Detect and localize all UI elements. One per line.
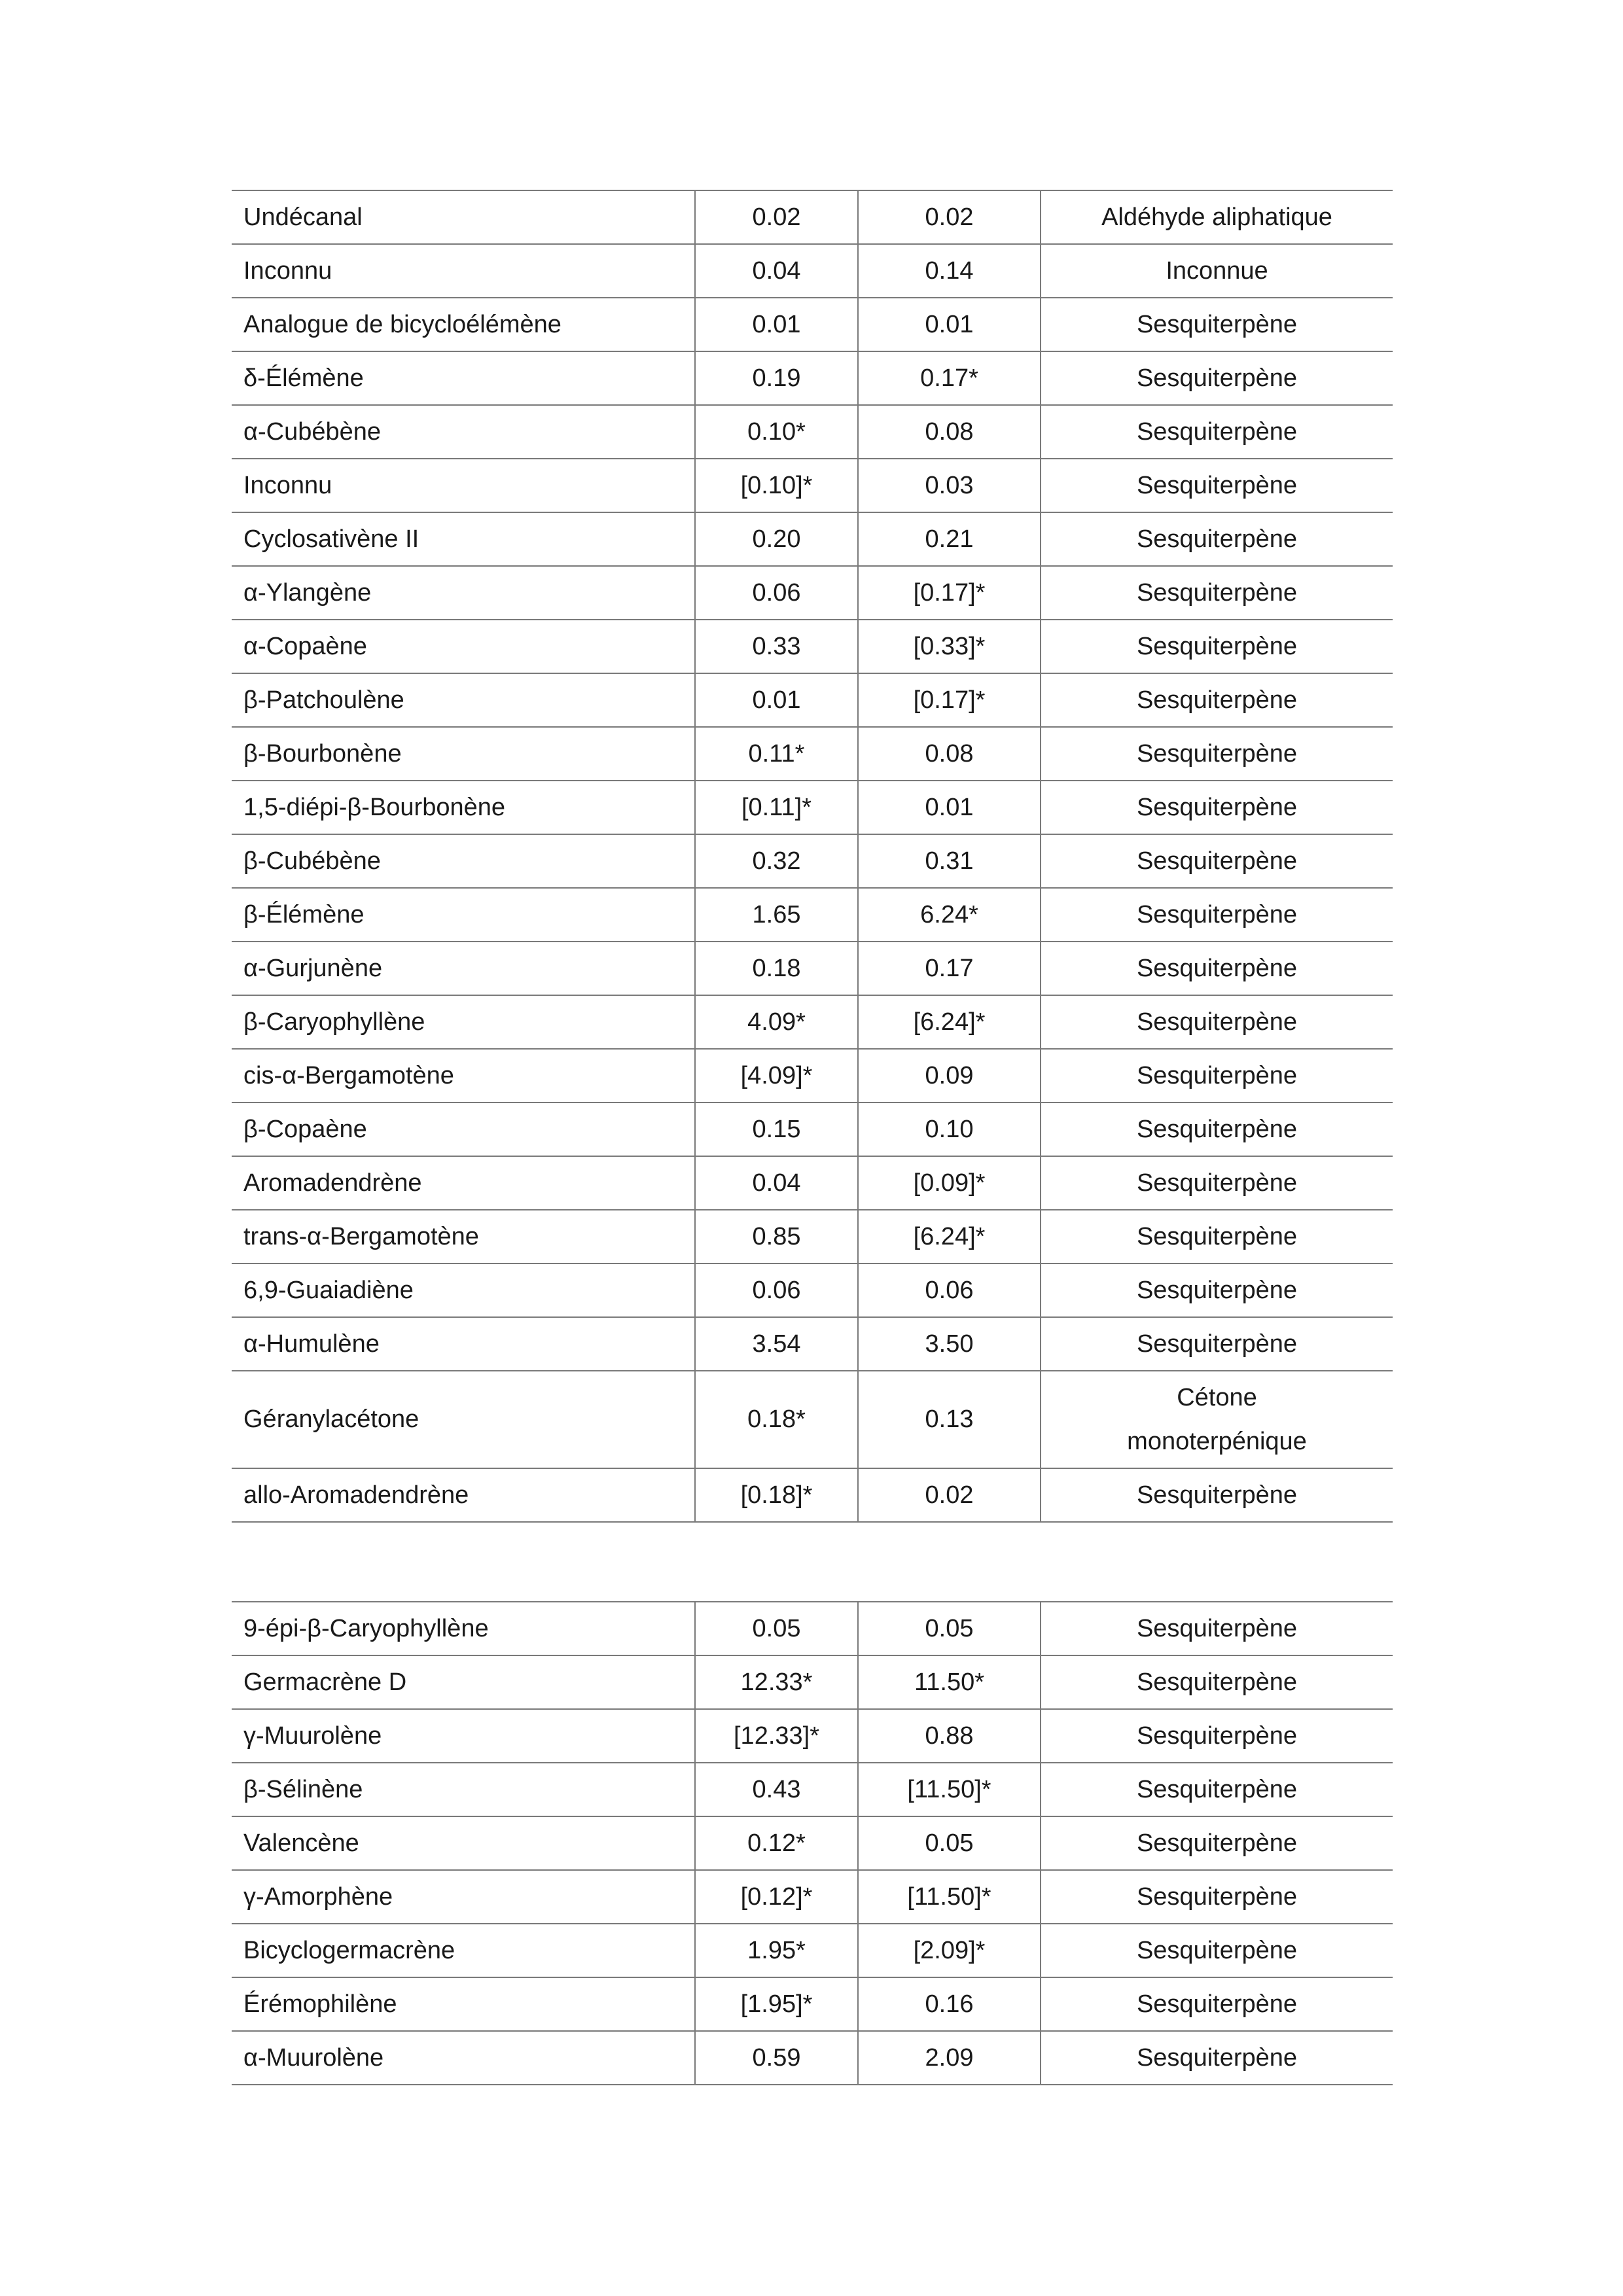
compound-class-cell xyxy=(1041,298,1393,351)
compound-class-cell xyxy=(1041,1602,1393,1655)
value-2-cell xyxy=(858,1870,1041,1924)
compound-name-text: Valencène xyxy=(243,1829,359,1857)
compound-class-text: Sesquiterpène xyxy=(1136,793,1298,821)
value-2-cell xyxy=(858,888,1041,942)
value-1-text: 0.59 xyxy=(752,2043,801,2072)
value-1-text: 0.06 xyxy=(752,578,801,607)
table-row xyxy=(232,1870,1393,1924)
table-row xyxy=(232,1371,1393,1468)
table-row xyxy=(232,1317,1393,1371)
value-1-text: 1.65 xyxy=(752,900,801,928)
compound-class-cell xyxy=(1041,1210,1393,1263)
value-2-text: [6.24]* xyxy=(913,1222,986,1250)
table-row xyxy=(232,298,1393,351)
compound-name-text: β-Patchoulène xyxy=(243,686,404,714)
value-2-text: 11.50* xyxy=(914,1668,985,1696)
compound-class-cell xyxy=(1041,727,1393,781)
compound-name-cell xyxy=(232,1816,695,1870)
value-2-text: 0.08 xyxy=(925,417,974,446)
compound-name-text: γ-Muurolène xyxy=(243,1722,382,1750)
value-2-text: 0.09 xyxy=(925,1061,974,1089)
compound-class-cell xyxy=(1041,2031,1393,2085)
value-1-cell xyxy=(695,1049,858,1103)
value-2-cell xyxy=(858,405,1041,459)
compound-name-cell xyxy=(232,727,695,781)
compound-class-cell xyxy=(1041,1655,1393,1709)
compound-name-text: cis-α-Bergamotène xyxy=(243,1061,454,1089)
compound-name-cell xyxy=(232,298,695,351)
compound-name-text: γ-Amorphène xyxy=(243,1882,393,1911)
compound-name-text: 6,9-Guaiadiène xyxy=(243,1276,414,1304)
compound-name-text: δ-Élémène xyxy=(243,364,364,392)
compound-name-text: 9-épi-β-Caryophyllène xyxy=(243,1614,489,1642)
compound-name-cell xyxy=(232,1655,695,1709)
value-2-cell xyxy=(858,1763,1041,1816)
value-2-cell xyxy=(858,620,1041,673)
compound-class-text: Sesquiterpène xyxy=(1136,364,1298,392)
compound-name-cell xyxy=(232,781,695,834)
value-2-text: 0.08 xyxy=(925,739,974,768)
compound-name-cell xyxy=(232,2031,695,2085)
value-1-cell xyxy=(695,298,858,351)
value-1-text: 3.54 xyxy=(752,1330,801,1358)
compound-name-text: α-Copaène xyxy=(243,632,367,660)
compound-class-text: Sesquiterpène xyxy=(1136,632,1298,660)
value-2-text: 0.10 xyxy=(925,1115,974,1143)
compound-class-cell xyxy=(1041,942,1393,995)
compound-name-cell xyxy=(232,244,695,298)
value-2-cell xyxy=(858,1602,1041,1655)
compound-class-text: Sesquiterpène xyxy=(1136,900,1298,928)
compound-class-text: Sesquiterpène xyxy=(1136,1990,1298,2018)
value-2-text: [6.24]* xyxy=(913,1008,986,1036)
compound-class-text: Sesquiterpène xyxy=(1136,686,1298,714)
value-1-text: 0.12* xyxy=(747,1829,806,1857)
value-2-cell xyxy=(858,2031,1041,2085)
value-2-cell xyxy=(858,1709,1041,1763)
value-1-text: 12.33* xyxy=(740,1668,813,1696)
compound-name-text: Bicyclogermacrène xyxy=(243,1936,455,1964)
value-1-cell xyxy=(695,1263,858,1317)
value-2-text: 6.24* xyxy=(920,900,978,928)
compound-class-text: Aldéhyde aliphatique xyxy=(1101,203,1332,231)
compound-name-text: 1,5-diépi-β-Bourbonène xyxy=(243,793,506,821)
compound-name-cell xyxy=(232,1210,695,1263)
compound-class-cell xyxy=(1041,1049,1393,1103)
value-1-text: 0.06 xyxy=(752,1276,801,1304)
value-2-text: [11.50]* xyxy=(907,1882,991,1911)
compound-name-cell xyxy=(232,459,695,512)
value-2-text: [2.09]* xyxy=(913,1936,986,1964)
value-1-text: 0.18 xyxy=(752,954,801,982)
compound-class-cell xyxy=(1041,190,1393,244)
compound-class-text: Sesquiterpène xyxy=(1136,1668,1298,1696)
value-2-cell xyxy=(858,834,1041,888)
value-2-text: 0.02 xyxy=(925,203,974,231)
value-2-text: 0.06 xyxy=(925,1276,974,1304)
table-row xyxy=(232,1468,1393,1522)
value-2-text: [0.17]* xyxy=(913,578,986,607)
value-2-text: [0.33]* xyxy=(913,632,986,660)
value-2-cell xyxy=(858,459,1041,512)
table-row xyxy=(232,405,1393,459)
compound-class-cell xyxy=(1041,673,1393,727)
value-1-text: 0.85 xyxy=(752,1222,801,1250)
value-2-cell xyxy=(858,1468,1041,1522)
value-1-cell xyxy=(695,405,858,459)
value-1-cell xyxy=(695,512,858,566)
value-1-text: 0.19 xyxy=(752,364,801,392)
compound-name-cell xyxy=(232,1468,695,1522)
value-1-text: 1.95* xyxy=(747,1936,806,1964)
compound-class-cell xyxy=(1041,781,1393,834)
value-1-text: 4.09* xyxy=(747,1008,806,1036)
compound-name-text: β-Bourbonène xyxy=(243,739,402,768)
table-row xyxy=(232,351,1393,405)
table-row xyxy=(232,995,1393,1049)
value-1-text: [0.12]* xyxy=(740,1882,813,1911)
value-2-cell xyxy=(858,673,1041,727)
value-1-cell xyxy=(695,566,858,620)
value-1-text: [0.10]* xyxy=(740,471,813,499)
compound-name-cell xyxy=(232,1263,695,1317)
value-2-cell xyxy=(858,512,1041,566)
compound-name-text: β-Sélinène xyxy=(243,1775,363,1803)
compound-class-cell xyxy=(1041,405,1393,459)
value-2-text: 0.17 xyxy=(925,954,974,982)
table-row xyxy=(232,1263,1393,1317)
value-1-text: 0.20 xyxy=(752,525,801,553)
compound-class-text: Sesquiterpène xyxy=(1136,525,1298,553)
value-1-text: [4.09]* xyxy=(740,1061,813,1089)
value-2-text: [0.09]* xyxy=(913,1169,986,1197)
compound-class-text: Sesquiterpène xyxy=(1136,1276,1298,1304)
compound-name-cell xyxy=(232,566,695,620)
table-row xyxy=(232,2031,1393,2085)
value-1-cell xyxy=(695,834,858,888)
table-row xyxy=(232,1924,1393,1977)
value-2-text: 0.01 xyxy=(925,793,974,821)
value-2-text: 0.13 xyxy=(925,1405,974,1433)
compound-name-text: β-Élémène xyxy=(243,900,365,928)
compound-name-text: β-Cubébène xyxy=(243,847,381,875)
value-2-cell xyxy=(858,1655,1041,1709)
compound-class-cell xyxy=(1041,1468,1393,1522)
compound-class-text: Sesquiterpène xyxy=(1136,1481,1298,1509)
compound-name-cell xyxy=(232,942,695,995)
compound-name-text: β-Copaène xyxy=(243,1115,367,1143)
table-row xyxy=(232,190,1393,244)
value-1-cell xyxy=(695,2031,858,2085)
compound-name-cell xyxy=(232,1156,695,1210)
value-1-cell xyxy=(695,459,858,512)
value-2-cell xyxy=(858,1924,1041,1977)
table-row xyxy=(232,888,1393,942)
table-row xyxy=(232,1655,1393,1709)
compounds-table-part-2 xyxy=(232,1601,1393,2085)
value-1-cell xyxy=(695,190,858,244)
value-2-cell xyxy=(858,995,1041,1049)
value-2-text: [0.17]* xyxy=(913,686,986,714)
compound-name-cell xyxy=(232,888,695,942)
compound-class-cell xyxy=(1041,566,1393,620)
value-1-text: 0.01 xyxy=(752,310,801,338)
compound-name-cell xyxy=(232,405,695,459)
compound-class-text: Sesquiterpène xyxy=(1136,417,1298,446)
value-1-text: 0.02 xyxy=(752,203,801,231)
compound-class-cell xyxy=(1041,1924,1393,1977)
value-2-cell xyxy=(858,1371,1041,1468)
compound-class-cell xyxy=(1041,1317,1393,1371)
compound-name-cell xyxy=(232,1977,695,2031)
value-2-text: 2.09 xyxy=(925,2043,974,2072)
value-1-text: [12.33]* xyxy=(734,1722,819,1750)
value-2-text: 0.16 xyxy=(925,1990,974,2018)
value-1-cell xyxy=(695,942,858,995)
compound-class-cell xyxy=(1041,1977,1393,2031)
compound-name-cell xyxy=(232,512,695,566)
compound-class-text: Sesquiterpène xyxy=(1136,1115,1298,1143)
compound-class-text: Sesquiterpène xyxy=(1136,310,1298,338)
table-row xyxy=(232,673,1393,727)
table-row xyxy=(232,512,1393,566)
compound-name-text: trans-α-Bergamotène xyxy=(243,1222,479,1250)
value-1-cell xyxy=(695,1870,858,1924)
compound-name-cell xyxy=(232,620,695,673)
table-row xyxy=(232,1049,1393,1103)
compound-name-cell xyxy=(232,834,695,888)
value-1-text: 0.05 xyxy=(752,1614,801,1642)
compound-class-text: Sesquiterpène xyxy=(1136,1882,1298,1911)
compound-name-text: Germacrène D xyxy=(243,1668,407,1696)
compound-class-cell xyxy=(1041,244,1393,298)
value-1-cell xyxy=(695,995,858,1049)
value-2-cell xyxy=(858,1977,1041,2031)
value-1-cell xyxy=(695,1924,858,1977)
value-2-cell xyxy=(858,942,1041,995)
compound-class-cell xyxy=(1041,1763,1393,1816)
compound-name-cell xyxy=(232,995,695,1049)
value-2-cell xyxy=(858,1317,1041,1371)
compound-class-text: Sesquiterpène xyxy=(1136,1936,1298,1964)
table-row xyxy=(232,1977,1393,2031)
value-1-cell xyxy=(695,781,858,834)
compound-class-text: Sesquiterpène xyxy=(1136,739,1298,768)
compound-name-cell xyxy=(232,1602,695,1655)
compound-name-cell xyxy=(232,1371,695,1468)
value-1-text: 0.04 xyxy=(752,256,801,285)
value-1-cell xyxy=(695,1816,858,1870)
value-1-text: 0.15 xyxy=(752,1115,801,1143)
compound-name-cell xyxy=(232,1709,695,1763)
value-2-text: 0.05 xyxy=(925,1614,974,1642)
compound-class-text: Sesquiterpène xyxy=(1136,1614,1298,1642)
compound-name-cell xyxy=(232,673,695,727)
compound-class-text: Sesquiterpène xyxy=(1136,847,1298,875)
compound-class-text: Sesquiterpène xyxy=(1136,2043,1298,2072)
table-row xyxy=(232,834,1393,888)
value-2-cell xyxy=(858,351,1041,405)
value-1-cell xyxy=(695,1103,858,1156)
value-1-cell xyxy=(695,351,858,405)
value-2-text: 3.50 xyxy=(925,1330,974,1358)
compound-name-text: α-Gurjunène xyxy=(243,954,383,982)
compound-class-cell xyxy=(1041,834,1393,888)
compound-name-text: α-Ylangène xyxy=(243,578,372,607)
compound-name-cell xyxy=(232,1924,695,1977)
compound-class-cell xyxy=(1041,888,1393,942)
value-2-cell xyxy=(858,190,1041,244)
value-1-text: 0.10* xyxy=(747,417,806,446)
compound-name-cell xyxy=(232,1763,695,1816)
table-row xyxy=(232,781,1393,834)
value-1-cell xyxy=(695,1156,858,1210)
value-1-cell xyxy=(695,1763,858,1816)
compound-class-text: Sesquiterpène xyxy=(1136,1061,1298,1089)
value-1-text: [1.95]* xyxy=(740,1990,813,2018)
value-2-cell xyxy=(858,566,1041,620)
compound-class-text: Sesquiterpène xyxy=(1136,578,1298,607)
value-2-text: 0.21 xyxy=(925,525,974,553)
compound-name-text: Cyclosativène II xyxy=(243,525,419,553)
value-1-text: 0.43 xyxy=(752,1775,801,1803)
value-1-cell xyxy=(695,620,858,673)
value-2-text: 0.01 xyxy=(925,310,974,338)
compounds-table-part-1 xyxy=(232,190,1393,1523)
compound-class-text: Cétone monoterpénique xyxy=(1127,1383,1307,1455)
compound-class-text: Sesquiterpène xyxy=(1136,1330,1298,1358)
value-2-cell xyxy=(858,1816,1041,1870)
table-row xyxy=(232,620,1393,673)
table-row xyxy=(232,1103,1393,1156)
value-1-cell xyxy=(695,1655,858,1709)
compound-name-text: Analogue de bicycloélémène xyxy=(243,310,562,338)
compound-name-cell xyxy=(232,1870,695,1924)
value-1-cell xyxy=(695,673,858,727)
compound-class-cell xyxy=(1041,1156,1393,1210)
value-2-text: 0.31 xyxy=(925,847,974,875)
compound-class-text: Sesquiterpène xyxy=(1136,1775,1298,1803)
compound-class-text: Sesquiterpène xyxy=(1136,1008,1298,1036)
compound-name-text: α-Humulène xyxy=(243,1330,380,1358)
value-1-cell xyxy=(695,888,858,942)
value-2-cell xyxy=(858,1049,1041,1103)
value-1-text: 0.04 xyxy=(752,1169,801,1197)
table-row xyxy=(232,1763,1393,1816)
table-row xyxy=(232,1602,1393,1655)
compound-name-cell xyxy=(232,351,695,405)
table-row xyxy=(232,244,1393,298)
value-2-text: 0.14 xyxy=(925,256,974,285)
compound-class-text: Sesquiterpène xyxy=(1136,954,1298,982)
compound-name-text: Géranylacétone xyxy=(243,1405,419,1433)
compound-name-text: Undécanal xyxy=(243,203,363,231)
value-1-cell xyxy=(695,1709,858,1763)
compound-name-text: Aromadendrène xyxy=(243,1169,422,1197)
table-row xyxy=(232,566,1393,620)
compound-name-text: α-Cubébène xyxy=(243,417,382,446)
compound-name-text: allo-Aromadendrène xyxy=(243,1481,469,1509)
value-1-text: 0.33 xyxy=(752,632,801,660)
value-2-text: [11.50]* xyxy=(907,1775,991,1803)
compound-class-text: Sesquiterpène xyxy=(1136,471,1298,499)
compound-class-cell xyxy=(1041,1371,1393,1468)
value-2-cell xyxy=(858,298,1041,351)
value-2-text: 0.05 xyxy=(925,1829,974,1857)
compound-class-cell xyxy=(1041,1709,1393,1763)
compound-name-cell xyxy=(232,1103,695,1156)
value-2-cell xyxy=(858,727,1041,781)
value-2-cell xyxy=(858,244,1041,298)
compound-class-text: Sesquiterpène xyxy=(1136,1222,1298,1250)
value-1-text: [0.18]* xyxy=(740,1481,813,1509)
value-2-cell xyxy=(858,1156,1041,1210)
compound-name-cell xyxy=(232,190,695,244)
compound-name-text: β-Caryophyllène xyxy=(243,1008,425,1036)
compound-name-text: Inconnu xyxy=(243,471,332,499)
value-1-text: 0.11* xyxy=(748,739,805,768)
table-row xyxy=(232,459,1393,512)
compound-class-cell xyxy=(1041,1870,1393,1924)
compound-class-text: Sesquiterpène xyxy=(1136,1829,1298,1857)
table-row xyxy=(232,1156,1393,1210)
table-row xyxy=(232,727,1393,781)
value-1-text: 0.32 xyxy=(752,847,801,875)
value-2-text: 0.02 xyxy=(925,1481,974,1509)
compound-name-text: α-Muurolène xyxy=(243,2043,384,2072)
compound-class-cell xyxy=(1041,1263,1393,1317)
value-2-cell xyxy=(858,1210,1041,1263)
value-1-cell xyxy=(695,1371,858,1468)
value-1-cell xyxy=(695,1977,858,2031)
value-1-cell xyxy=(695,727,858,781)
value-1-cell xyxy=(695,244,858,298)
compound-class-cell xyxy=(1041,512,1393,566)
compound-class-cell xyxy=(1041,620,1393,673)
compound-name-text: Inconnu xyxy=(243,256,332,285)
table-row xyxy=(232,1709,1393,1763)
compound-class-text: Inconnue xyxy=(1166,256,1268,285)
compound-class-text: Sesquiterpène xyxy=(1136,1722,1298,1750)
table-row xyxy=(232,1210,1393,1263)
value-1-cell xyxy=(695,1210,858,1263)
compound-class-cell xyxy=(1041,1816,1393,1870)
compound-class-cell xyxy=(1041,459,1393,512)
value-2-text: 0.03 xyxy=(925,471,974,499)
compound-class-cell xyxy=(1041,1103,1393,1156)
compound-class-cell xyxy=(1041,351,1393,405)
table-row xyxy=(232,942,1393,995)
value-2-text: 0.88 xyxy=(925,1722,974,1750)
value-1-text: 0.18* xyxy=(747,1405,806,1433)
value-2-cell xyxy=(858,1263,1041,1317)
compound-name-text: Érémophilène xyxy=(243,1990,397,2018)
value-1-text: [0.11]* xyxy=(741,793,812,821)
value-1-cell xyxy=(695,1602,858,1655)
value-2-cell xyxy=(858,781,1041,834)
compound-class-cell xyxy=(1041,995,1393,1049)
table-row xyxy=(232,1816,1393,1870)
value-1-cell xyxy=(695,1468,858,1522)
value-2-text: 0.17* xyxy=(920,364,978,392)
value-1-text: 0.01 xyxy=(752,686,801,714)
compound-name-cell xyxy=(232,1049,695,1103)
value-1-cell xyxy=(695,1317,858,1371)
value-2-cell xyxy=(858,1103,1041,1156)
compound-class-text: Sesquiterpène xyxy=(1136,1169,1298,1197)
compound-name-cell xyxy=(232,1317,695,1371)
